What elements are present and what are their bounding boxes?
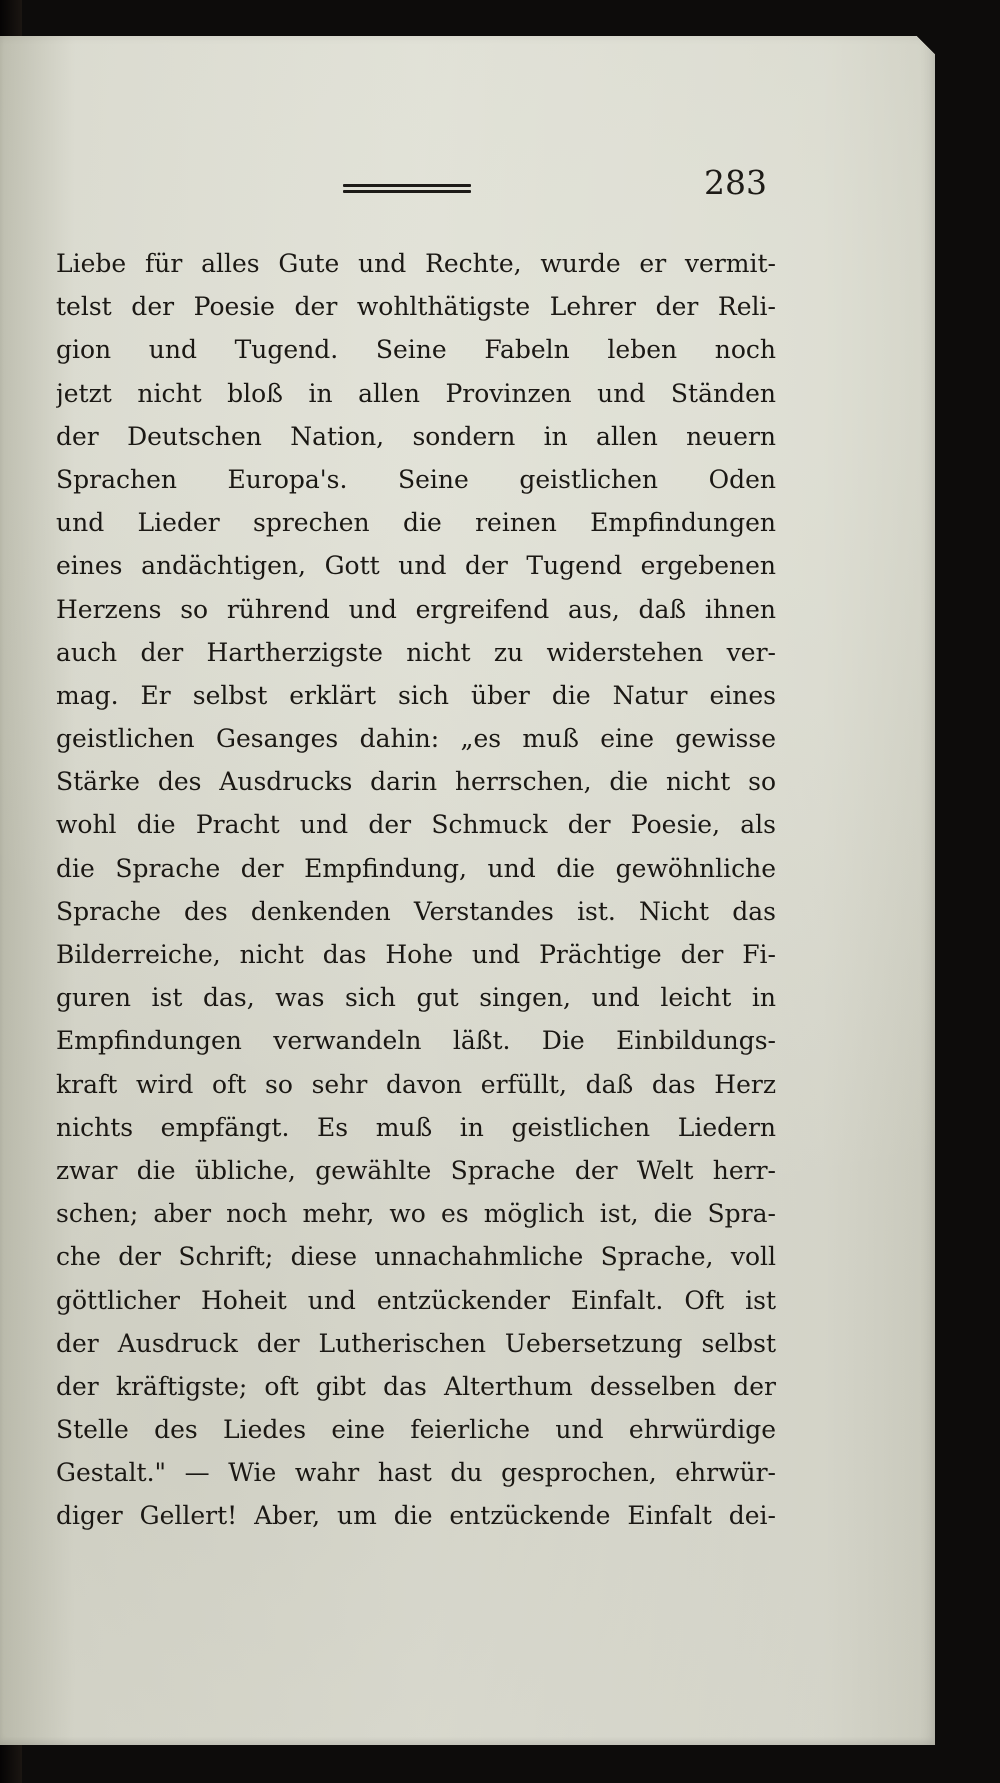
page-text-block (56, 242, 776, 1538)
text-line: Stärke des Ausdrucks darin herrschen, die nicht so (56, 767, 776, 797)
page-number: 283 (704, 163, 767, 202)
text-line: schen; aber noch mehr, wo es möglich ist, die Spra- (56, 1199, 776, 1229)
header-rule-ornament (343, 184, 471, 196)
text-line: göttlicher Hoheit und entzückender Einfalt. Oft ist (56, 1285, 776, 1315)
text-line: Stelle des Liedes eine feierliche und ehrwürdige (56, 1415, 776, 1445)
text-line: mag. Er selbst erklärt sich über die Natur eines (56, 680, 776, 710)
text-line: Sprachen Europa's. Seine geistlichen Oden (56, 464, 776, 494)
text-line: kraft wird oft so sehr davon erfüllt, daß das Herz (56, 1069, 776, 1099)
text-line: und Lieder sprechen die reinen Empfindungen (56, 508, 776, 538)
text-line: die Sprache der Empfindung, und die gewöhnliche (56, 853, 776, 883)
header-rule-bottom (343, 190, 471, 193)
text-line: wohl die Pracht und der Schmuck der Poesie, als (56, 810, 776, 840)
text-line: Empfindungen verwandeln läßt. Die Einbildungs- (56, 1026, 776, 1056)
text-line: Sprache des denkenden Verstandes ist. Nicht das (56, 896, 776, 926)
text-line: der kräftigste; oft gibt das Alterthum desselben der (56, 1371, 776, 1401)
text-line: diger Gellert! Aber, um die entzückende Einfalt dei- (56, 1501, 776, 1531)
text-line: geistlichen Gesanges dahin: „es muß eine gewisse (56, 724, 776, 754)
text-line: che der Schrift; diese unnachahmliche Sprache, voll (56, 1242, 776, 1272)
text-line: zwar die übliche, gewählte Sprache der Welt herr- (56, 1155, 776, 1185)
text-line: Gestalt." — Wie wahr hast du gesprochen, ehrwür- (56, 1458, 776, 1488)
text-line: Bilderreiche, nicht das Hohe und Prächtige der Fi- (56, 940, 776, 969)
text-line: der Deutschen Nation, sondern in allen neuern (56, 421, 776, 451)
text-line: telst der Poesie der wohlthätigste Lehrer der Reli- (56, 292, 776, 322)
text-line: Liebe für alles Gute und Rechte, wurde er vermit- (56, 249, 776, 278)
text-line: gion und Tugend. Seine Fabeln leben noch (56, 335, 776, 365)
text-line: jetzt nicht bloß in allen Provinzen und Ständen (56, 378, 776, 408)
text-line: auch der Hartherzigste nicht zu widerstehen ver- (56, 637, 776, 667)
text-line: eines andächtigen, Gott und der Tugend ergebenen (56, 551, 776, 581)
text-line: nichts empfängt. Es muß in geistlichen Liedern (56, 1112, 776, 1142)
header-rule-top (343, 184, 471, 187)
page-header (0, 36, 935, 236)
text-line: Herzens so rührend und ergreifend aus, daß ihnen (56, 594, 776, 624)
text-line: der Ausdruck der Lutherischen Uebersetzung selbst (56, 1328, 776, 1358)
book-page (0, 36, 935, 1745)
text-line: guren ist das, was sich gut singen, und leicht in (56, 983, 776, 1013)
